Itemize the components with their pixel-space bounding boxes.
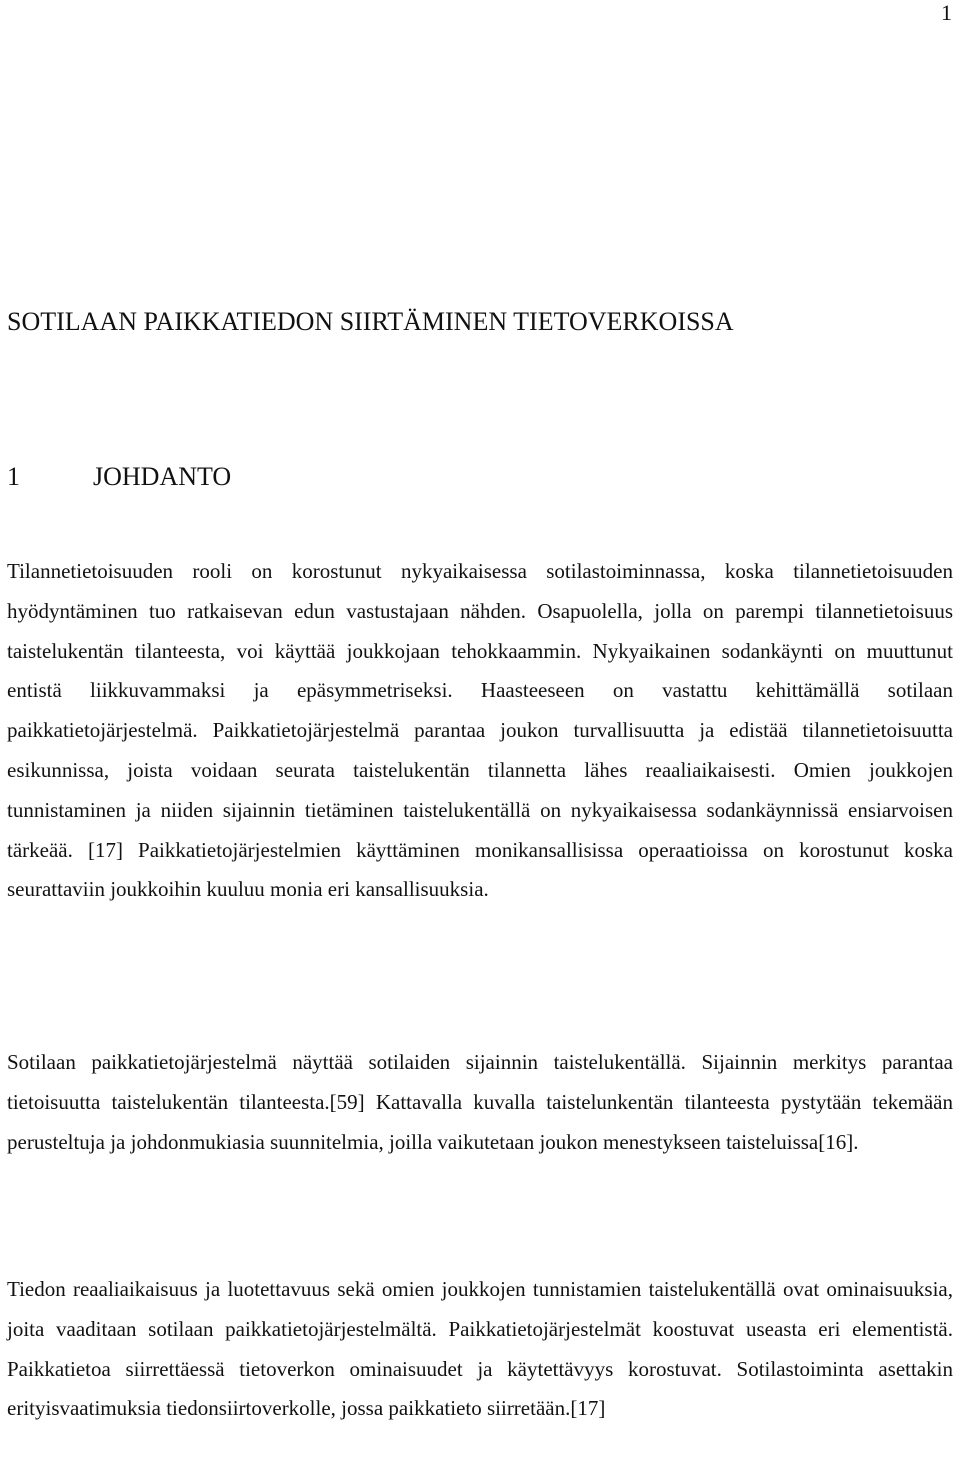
document-title: SOTILAAN PAIKKATIEDON SIIRTÄMINEN TIETOVERKOISSA <box>7 307 734 336</box>
section-number: 1 <box>7 462 20 491</box>
paragraph: Sotilaan paikkatietojärjestelmä näyttää sotilaiden sijainnin taistelukentällä. Sijainnin merkitys parantaa tietoisuutta taistelukentän tilanteesta.[59] Kattavalla kuvalla taistelunkentän tilanteesta pystytään tekemään perusteltuja ja johdonmukiasia suunnitelmia, joilla vaikutetaan joukon menestykseen taisteluissa[16]. <box>7 1050 953 1154</box>
section-heading <box>7 461 231 493</box>
section-title: JOHDANTO <box>93 462 232 491</box>
paragraph: Tiedon reaaliaikaisuus ja luotettavuus sekä omien joukkojen tunnistamien taistelukentällä ovat ominaisuuksia, joita vaaditaan sotilaan paikkatietojärjestelmältä. Paikkatietojärjestelmät koostuvat useasta eri elementistä. Paikkatietoa siirrettäessä tietoverkon ominaisuudet ja käytettävyys korostuvat. Sotilastoiminta asettakin erityisvaatimuksia tiedonsiirtoverkolle, jossa paikkatieto siirretään.[17] <box>7 1277 953 1421</box>
page-number: 1 <box>941 0 952 25</box>
paragraph: Tilannetietoisuuden rooli on korostunut nykyaikaisessa sotilastoiminnassa, koska tilannetietoisuuden hyödyntäminen tuo ratkaisevan edun vastustajaan nähden. Osapuolella, jolla on parempi tilannetietoisuus taistelukentän tilanteesta, voi käyttää joukkojaan tehokkaammin. Nykyaikainen sodankäynti on muuttunut entistä liikkuvammaksi ja epäsymmetriseksi. Haasteeseen on vastattu kehittämällä sotilaan paikkatietojärjestelmä. Paikkatietojärjestelmä parantaa joukon turvallisuutta ja edistää tilannetietoisuutta esikunnissa, joista voidaan seurata taistelukentän tilannetta lähes reaaliaikaisesti. Omien joukkojen tunnistaminen ja niiden sijainnin tietäminen taistelukentällä on nykyaikaisessa sodankäynnissä ensiarvoisen tärkeää. [17] Paikkatietojärjestelmien käyttäminen monikansallisissa operaatioissa on korostunut koska seurattaviin joukkoihin kuuluu monia eri kansallisuuksia. <box>7 559 953 902</box>
